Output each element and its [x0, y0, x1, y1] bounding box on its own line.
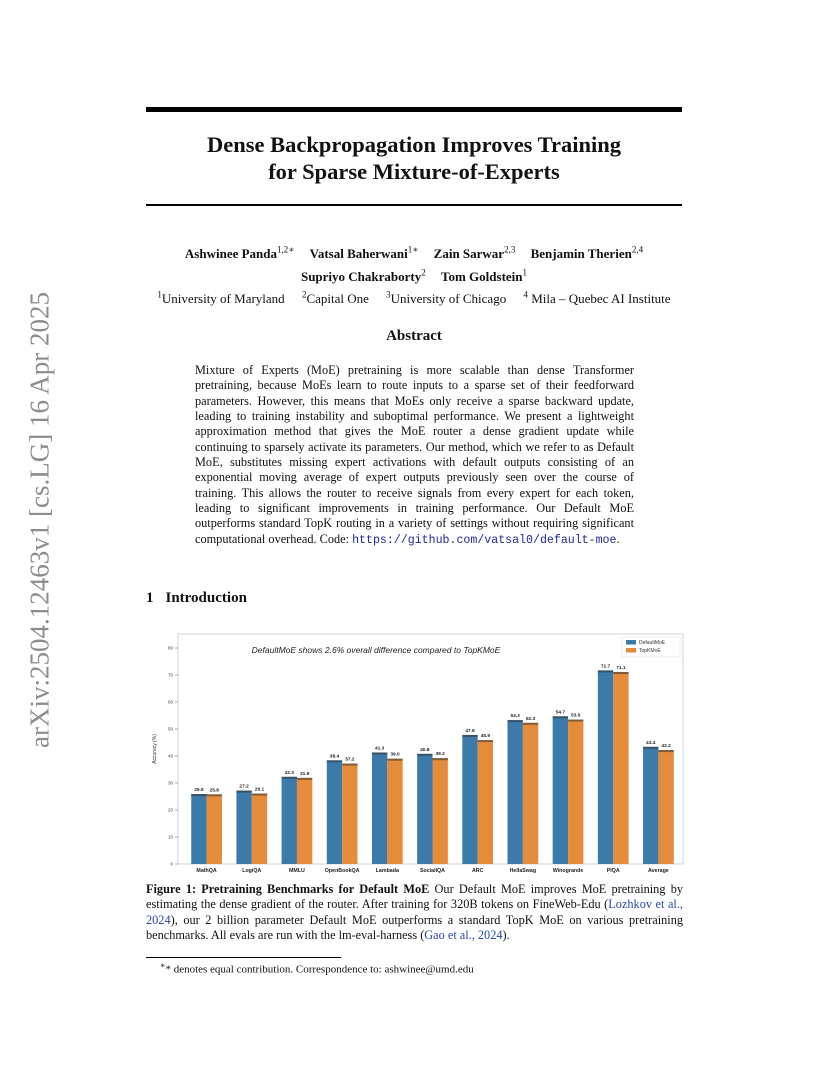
bar-cap [372, 752, 387, 754]
y-tick-label: 70 [167, 672, 173, 678]
author-block [100, 241, 728, 308]
bar-DefaultMoE-LogiQA [236, 791, 251, 864]
affiliation: $^1$University of Maryland [157, 289, 285, 306]
bar-TopKMoE-PIQA [613, 672, 628, 864]
bar-TopKMoE-Lambada [387, 759, 402, 864]
bar-value-label: 39.2 [435, 752, 445, 758]
legend-swatch [626, 640, 636, 645]
x-tick-label: Average [648, 868, 669, 874]
bar-value-label: 54.7 [555, 710, 566, 716]
bar-value-label: 47.8 [465, 728, 475, 734]
bar-cap [236, 791, 251, 793]
bar-DefaultMoE-Lambada [372, 752, 387, 864]
bar-DefaultMoE-ARC [462, 735, 477, 864]
x-tick-label: ARC [471, 868, 484, 874]
abstract-heading: Abstract [386, 328, 442, 344]
bar-value-label: 26.1 [254, 787, 265, 793]
bar-cap [523, 723, 538, 725]
y-tick-label: 40 [167, 753, 173, 759]
bar-value-label: 43.4 [646, 740, 656, 746]
title-rule [146, 204, 682, 206]
caption-label: Figure 1: [146, 882, 197, 896]
bar-value-label: 71.7 [600, 664, 611, 670]
y-tick-label: 60 [167, 699, 173, 705]
y-tick-label: 0 [170, 861, 173, 867]
bar-value-label: 25.9 [194, 788, 204, 794]
paper-title [146, 131, 682, 185]
figure-caption: Figure 1: Pretraining Benchmarks for Default MoE Our Default MoE improves MoE pretraining by estimating the dense gradient of the router. After training for 320B tokens on FineWeb-Edu (Lozhkov et al., 2024), our 2 billion parameter Default MoE outperforms a standard TopK MoE on various pretraining benchmarks. All evals are run with the lm-eval-harness (Gao et al., 2024). [146, 882, 683, 943]
affiliation: $^4$ Mila – Quebec AI Institute [523, 289, 671, 306]
footnote: ∗* denotes equal contribution. Correspondence to: ashwinee@umd.edu [160, 961, 474, 976]
bar-cap [207, 794, 222, 796]
bar-value-label: 31.9 [299, 771, 310, 777]
bar-DefaultMoE-PIQA [598, 670, 613, 864]
chart-title: DefaultMoE shows 2.6% overall difference compared to TopKMoE [251, 645, 501, 655]
bar-value-label: 32.3 [284, 770, 294, 776]
x-tick-label: PIQA [606, 868, 620, 874]
bar-value-label: 42.2 [661, 744, 671, 750]
bar-value-label: 40.8 [420, 747, 430, 753]
bar-value-label: 53.3 [510, 714, 520, 720]
bar-cap [658, 750, 673, 752]
bar-cap [342, 764, 357, 766]
y-tick-label: 50 [167, 726, 173, 732]
bar-cap [613, 672, 628, 674]
section-number: 1 [146, 590, 154, 606]
bar-TopKMoE-SocialIQA [433, 758, 448, 864]
legend-swatch [626, 648, 636, 653]
bar-value-label: 37.2 [345, 757, 355, 763]
author-name: Supriyo Chakraborty$^2$ [300, 267, 426, 284]
x-tick-label: HellaSwag [509, 868, 537, 874]
abstract-body: Mixture of Experts (MoE) pretraining is more scalable than dense Transformer pretraining, because MoEs learn to route inputs to a sparse set of their feedforward parameters. However, this means that MoEs only receive a sparse backward update, leading to training instability and suboptimal performance. We present a lightweight approximation method that gives the MoE router a dense gradient update while continuing to sparsely activate its parameters. Our method, which we refer to as Default MoE, substitutes missing expert activations with default outputs consisting of an exponential moving average of expert outputs previously seen over the course of training. This allows the router to receive signals from every expert for each token, leading to significant improvements in training performance. Our Default MoE outperforms standard TopK routing in a variety of settings without requiring significant computational overhead. Code: https://github.com/vatsal0/default-moe. [195, 363, 634, 547]
bar-TopKMoE-MathQA [207, 794, 222, 864]
bar-cap [297, 778, 312, 780]
benchmark-bar-chart [146, 632, 684, 877]
bar-DefaultMoE-SocialIQA [417, 754, 432, 864]
abstract-text: Mixture of Experts (MoE) pretraining is more scalable than dense Transformer pretraining, because MoEs learn to route inputs to a sparse set of their feedforward parameters. However, this means that MoEs only receive a sparse backward update, leading to training instability and suboptimal performance. We present a lightweight approximation method that gives the MoE router a dense gradient update while continuing to sparsely activate its parameters. Our method, which we refer to as Default MoE, substitutes missing expert activations with default outputs consisting of an exponential moving average of expert outputs previously seen over the course of training. This allows the router to receive signals from every expert for each token, leading to significant improvements in training performance. Our Default MoE outperforms standard TopK routing in a variety of settings without requiring significant computational overhead. Code: [195, 363, 634, 546]
bar-DefaultMoE-Winogrande [553, 716, 568, 864]
section-heading [146, 590, 247, 607]
title-line-1: Dense Backpropagation Improves Training [206, 132, 622, 157]
bar-cap [643, 747, 658, 749]
bar-cap [598, 670, 613, 672]
x-tick-label: MathQA [196, 868, 217, 874]
y-tick-label: 80 [167, 645, 173, 651]
bar-cap [387, 759, 402, 761]
author-row-1 [100, 241, 728, 263]
x-tick-label: SocialIQA [419, 868, 446, 874]
title-line-2: for Sparse Mixture-of-Experts [268, 159, 560, 184]
bar-TopKMoE-MMLU [297, 778, 312, 864]
author-name: Zain Sarwar$^{2,3}$ [433, 245, 516, 262]
bar-value-label: 39.0 [390, 752, 400, 758]
bar-value-label: 38.4 [329, 754, 340, 760]
bar-cap [252, 794, 267, 796]
bar-DefaultMoE-Average [643, 747, 658, 864]
bar-cap [327, 760, 342, 762]
bar-cap [462, 735, 477, 737]
bar-TopKMoE-Winogrande [568, 720, 583, 864]
bar-TopKMoE-ARC [478, 740, 493, 864]
bar-cap [568, 720, 583, 722]
bar-value-label: 25.8 [209, 788, 219, 794]
y-tick-label: 10 [167, 834, 173, 840]
arxiv-stamp: arXiv:2504.12463v1 [cs.LG] 16 Apr 2025 [24, 292, 55, 748]
author-name: Tom Goldstein$^1$ [441, 267, 528, 284]
x-tick-label: MMLU [289, 868, 305, 874]
bar-value-label: 41.3 [374, 746, 385, 752]
code-link[interactable]: https://github.com/vatsal0/default-moe [352, 533, 617, 547]
section-title: Introduction [165, 590, 247, 606]
x-tick-label: LogiQA [242, 868, 262, 874]
bar-cap [191, 794, 206, 796]
y-tick-label: 20 [167, 807, 173, 813]
bar-cap [417, 754, 432, 756]
bar-cap [553, 716, 568, 718]
bar-cap [508, 720, 523, 722]
bar-TopKMoE-OpenBookQA [342, 764, 357, 864]
author-row-2 [100, 263, 728, 285]
bar-TopKMoE-Average [658, 750, 673, 864]
bar-DefaultMoE-MathQA [191, 794, 206, 864]
affiliation-row [100, 286, 728, 308]
affiliation: $^2$Capital One [301, 289, 369, 306]
author-name: Vatsal Baherwani$^{1∗}$ [309, 245, 419, 262]
bar-value-label: 27.2 [239, 784, 249, 790]
bar-cap [282, 777, 297, 779]
bar-value-label: 53.5 [571, 713, 581, 719]
author-name: Ashwinee Panda$^{1,2∗}$ [184, 245, 295, 262]
top-rule [146, 107, 682, 112]
bar-DefaultMoE-OpenBookQA [327, 760, 342, 864]
x-tick-label: OpenBookQA [324, 868, 360, 874]
bar-TopKMoE-LogiQA [252, 794, 267, 864]
y-tick-label: 30 [167, 780, 173, 786]
bar-cap [478, 740, 493, 742]
affiliation: $^3$University of Chicago [386, 289, 507, 306]
bar-value-label: 71.1 [616, 666, 626, 672]
bar-DefaultMoE-MMLU [282, 777, 297, 864]
author-name: Benjamin Therien$^{2,4}$ [530, 245, 644, 262]
bar-cap [433, 758, 448, 760]
bar-TopKMoE-HellaSwag [523, 723, 538, 864]
legend-label: TopKMoE [639, 648, 661, 654]
bar-value-label: 45.9 [480, 734, 491, 740]
footnote-rule [146, 957, 341, 958]
citation-link[interactable]: Lozhkov et al., 2024 [146, 897, 683, 927]
x-tick-label: Winogrande [552, 868, 584, 874]
citation-link[interactable]: Gao et al., 2024 [424, 928, 503, 943]
x-tick-label: Lambada [375, 868, 399, 874]
y-axis-label: Accuracy (%) [152, 734, 158, 764]
figure-1 [146, 632, 684, 877]
bar-DefaultMoE-HellaSwag [508, 720, 523, 864]
bar-value-label: 52.3 [525, 716, 536, 722]
caption-title: Pretraining Benchmarks for Default MoE [201, 882, 430, 896]
legend-label: DefaultMoE [639, 640, 666, 646]
